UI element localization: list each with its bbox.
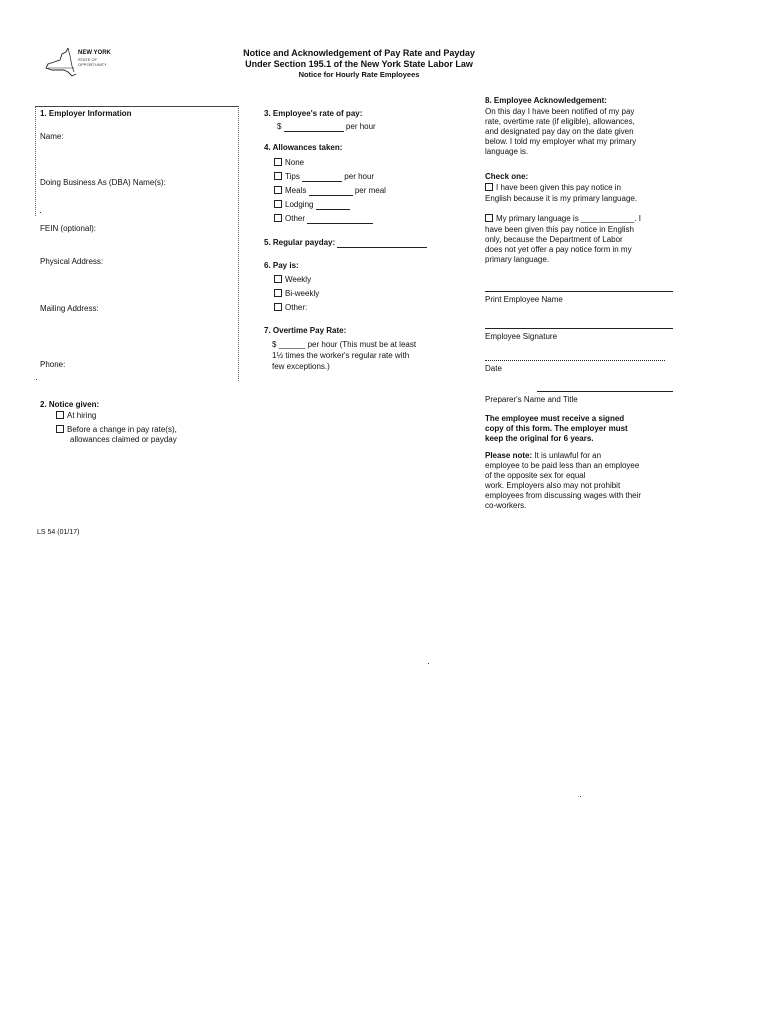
meals-unit: per meal [354, 186, 386, 195]
english-primary-line1: I have been given this pay notice in [496, 183, 621, 192]
tips-input[interactable] [302, 173, 342, 182]
notice-at-hiring[interactable] [56, 411, 96, 421]
please-note-label: Please note: [485, 451, 533, 460]
print-name-input[interactable] [485, 291, 673, 292]
print-name-label: Print Employee Name [485, 295, 563, 304]
date-input[interactable] [485, 360, 665, 361]
logo-line1: NEW YORK [78, 50, 111, 56]
allowance-none[interactable] [274, 158, 304, 168]
please-note-line6: co-workers. [485, 501, 527, 510]
section8-heading: 8. Employee Acknowledgement: [485, 96, 607, 105]
please-note-line5: employees from discussing wages with their [485, 491, 642, 500]
other-language-line1: My primary language is ____________. I [496, 214, 641, 223]
employer-box-right-edge [238, 106, 239, 381]
scan-speck [40, 212, 41, 213]
preparer-label: Preparer's Name and Title [485, 395, 578, 404]
other-language-line5: primary language. [485, 255, 550, 264]
logo-line3: OPPORTUNITY [78, 62, 107, 67]
ack-line3: and designated pay day on the date given [485, 127, 634, 136]
section1-heading: 1. Employer Information [40, 109, 132, 118]
employer-info-box [35, 106, 238, 107]
nys-logo [44, 46, 124, 82]
regular-payday-input[interactable] [337, 239, 427, 248]
lodging-input[interactable] [316, 201, 350, 210]
overtime-line3: few exceptions.) [272, 362, 330, 371]
signed-copy-line3: keep the original for 6 years. [485, 434, 594, 443]
rate-of-pay-field[interactable] [277, 122, 376, 132]
other-allowance-label: Other [285, 214, 306, 223]
pay-other[interactable] [274, 303, 307, 313]
section5-heading: 5. Regular payday: [264, 238, 336, 247]
acknowledgement-paragraph [485, 107, 636, 157]
ack-line4: below. I told my employer what my primary [485, 137, 637, 146]
signed-copy-line1: The employee must receive a signed [485, 414, 625, 423]
tips-label: Tips [285, 172, 300, 181]
meals-checkbox[interactable] [274, 186, 282, 194]
signature-input[interactable] [485, 328, 673, 329]
english-primary-line2: English because it is my primary language. [485, 194, 638, 203]
check-one-heading: Check one: [485, 172, 529, 181]
please-note-line1: It is unlawful for an [532, 451, 602, 460]
form-subtitle: Notice for Hourly Rate Employees [298, 70, 420, 79]
allowance-tips[interactable] [274, 172, 374, 182]
employer-box-left-edge [35, 106, 36, 216]
english-primary-option[interactable] [485, 183, 621, 193]
none-label: None [285, 158, 305, 167]
form-title-line2: Under Section 195.1 of the New York State Labor Law [245, 59, 473, 69]
section2-heading: 2. Notice given: [40, 400, 100, 409]
please-note-line4: work. Employers also may not prohibit [485, 481, 621, 490]
biweekly-checkbox[interactable] [274, 289, 282, 297]
form-id: LS 54 (01/17) [37, 529, 80, 536]
allowance-other[interactable] [274, 214, 373, 224]
phone-label: Phone: [40, 360, 66, 369]
scan-speck [580, 796, 581, 797]
pay-other-label: Other: [285, 303, 308, 312]
date-label: Date [485, 364, 502, 373]
before-change-label-2: allowances claimed or payday [70, 435, 177, 444]
rate-per-hour: per hour [345, 122, 376, 131]
tips-checkbox[interactable] [274, 172, 282, 180]
scan-speck [36, 379, 37, 380]
pay-other-checkbox[interactable] [274, 303, 282, 311]
preparer-input[interactable] [537, 391, 673, 392]
ack-line1: On this day I have been notified of my pay [485, 107, 635, 116]
physical-address-label: Physical Address: [40, 257, 104, 266]
form-title-line1: Notice and Acknowledgement of Pay Rate and Payday [243, 48, 475, 58]
english-primary-checkbox[interactable] [485, 183, 493, 191]
section3-heading: 3. Employee's rate of pay: [264, 109, 363, 118]
at-hiring-checkbox[interactable] [56, 411, 64, 419]
other-language-line3: only, because the Department of Labor [485, 235, 623, 244]
notice-before-change[interactable] [56, 425, 177, 435]
pay-biweekly[interactable] [274, 289, 319, 299]
other-language-option[interactable] [485, 214, 641, 224]
other-allowance-checkbox[interactable] [274, 214, 282, 222]
weekly-checkbox[interactable] [274, 275, 282, 283]
other-language-checkbox[interactable] [485, 214, 493, 222]
employer-name-label: Name: [40, 132, 64, 141]
signed-copy-line2: copy of this form. The employer must [485, 424, 628, 433]
rate-of-pay-input[interactable] [284, 123, 344, 132]
biweekly-label: Bi-weekly [285, 289, 320, 298]
form-header [228, 48, 490, 79]
meals-input[interactable] [309, 187, 353, 196]
other-language-line4: does not yet offer a pay notice form in my [485, 245, 632, 254]
section7-heading: 7. Overtime Pay Rate: [264, 326, 347, 335]
allowance-meals[interactable] [274, 186, 386, 196]
pay-weekly[interactable] [274, 275, 311, 285]
weekly-label: Weekly [285, 275, 312, 284]
fein-label: FEIN (optional): [40, 224, 97, 233]
ack-line5: language is. [485, 147, 529, 156]
regular-payday-field[interactable] [264, 238, 427, 248]
section4-heading: 4. Allowances taken: [264, 143, 343, 152]
dba-name-label: Doing Business As (DBA) Name(s): [40, 178, 166, 187]
section6-heading: 6. Pay is: [264, 261, 299, 270]
at-hiring-label: At hiring [67, 411, 97, 420]
before-change-label-1: Before a change in pay rate(s), [67, 425, 177, 434]
please-note-line2: employee to be paid less than an employee [485, 461, 640, 470]
other-allowance-input[interactable] [307, 215, 373, 224]
none-checkbox[interactable] [274, 158, 282, 166]
lodging-label: Lodging [285, 200, 314, 209]
before-change-checkbox[interactable] [56, 425, 64, 433]
overtime-line2: 1½ times the worker's regular rate with [272, 351, 410, 360]
signature-label: Employee Signature [485, 332, 558, 341]
meals-label: Meals [285, 186, 307, 195]
other-language-line2: have been given this pay notice in English [485, 225, 634, 234]
signed-copy-notice [485, 414, 628, 444]
rate-dollar-sign: $ [277, 122, 282, 131]
allowance-lodging[interactable] [274, 200, 350, 210]
ack-line2: rate, overtime rate (if eligible), allowances, [485, 117, 635, 126]
please-note-line3: of the opposite sex for equal [485, 471, 586, 480]
mailing-address-label: Mailing Address: [40, 304, 99, 313]
other-language-text [485, 225, 634, 265]
overtime-line1: $ ______ per hour (This must be at least [272, 340, 417, 349]
scan-speck [428, 663, 429, 664]
please-note [485, 451, 641, 511]
tips-unit: per hour [344, 172, 375, 181]
lodging-checkbox[interactable] [274, 200, 282, 208]
logo-line2: STATE OF [78, 57, 97, 62]
